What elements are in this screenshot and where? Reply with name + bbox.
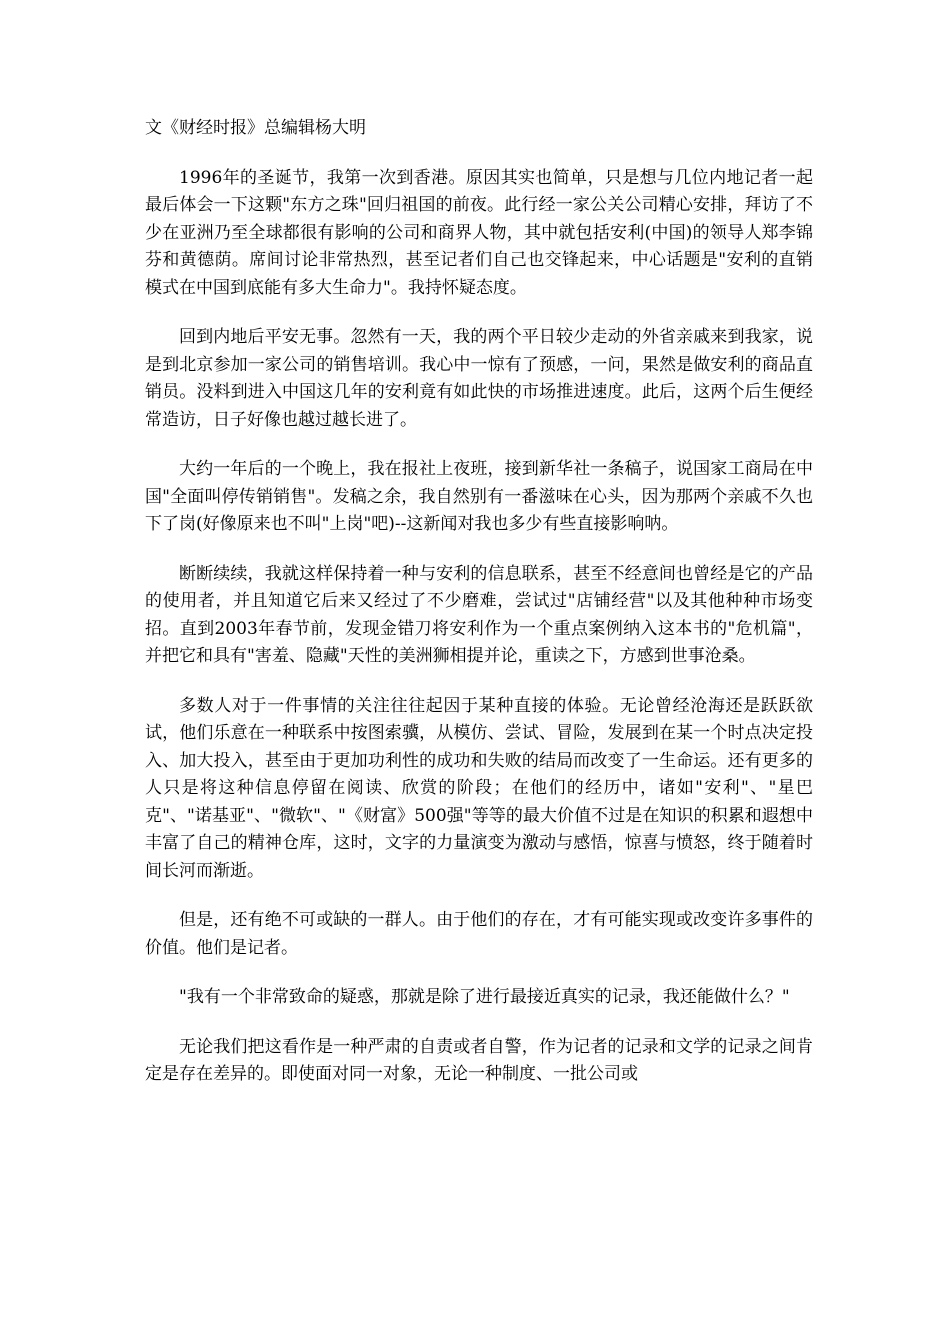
paragraph-6: 但是，还有绝不可或缺的一群人。由于他们的存在，才有可能实现或改变许多事件的价值。他们是记者。 xyxy=(145,910,813,958)
paragraph-3: 大约一年后的一个晚上，我在报社上夜班，接到新华社一条稿子，说国家工商局在中国"全面叫停传销销售"。发稿之余，我自然别有一番滋味在心头，因为那两个亲戚不久也下了岗(好像原来也不叫"上岗"吧)--这新闻对我也多少有些直接影响呐。 xyxy=(145,459,813,534)
author-byline: 文《财经时报》总编辑杨大明 xyxy=(145,118,366,138)
paragraph-7: "我有一个非常致命的疑惑，那就是除了进行最接近真实的记录，我还能做什么？" xyxy=(179,987,790,1007)
paragraph-2: 回到内地后平安无事。忽然有一天，我的两个平日较少走动的外省亲戚来到我家，说是到北京参加一家公司的销售培训。我心中一惊有了预感，一问，果然是做安利的商品直销员。没料到进入中国这几年的安利竟有如此快的市场推进速度。此后，这两个后生便经常造访，日子好像也越过越长进了。 xyxy=(145,327,813,430)
document-page xyxy=(145,115,813,1111)
paragraph-4: 断断续续，我就这样保持着一种与安利的信息联系，甚至不经意间也曾经是它的产品的使用者，并且知道它后来又经过了不少磨难，尝试过"店铺经营"以及其他种种市场变招。直到2003年春节前，发现金错刀将安利作为一个重点案例纳入这本书的"危机篇"，并把它和具有"害羞、隐藏"天性的美洲狮相提并论，重读之下，方感到世事沧桑。 xyxy=(145,563,813,666)
paragraph-5: 多数人对于一件事情的关注往往起因于某种直接的体验。无论曾经沧海还是跃跃欲试，他们乐意在一种联系中按图索骥，从模仿、尝试、冒险，发展到在某一个时点决定投入、加大投入，甚至由于更加功利性的成功和失败的结局而改变了一生命运。还有更多的人只是将这种信息停留在阅读、欣赏的阶段；在他们的经历中，诸如"安利"、"星巴克"、"诺基亚"、"微软"、"《财富》500强"等等的最大价值不过是在知识的积累和遐想中丰富了自己的精神仓库，这时，文字的力量演变为激动与感悟，惊喜与愤怒，终于随着时间长河而渐逝。 xyxy=(145,695,813,881)
paragraph-8: 无论我们把这看作是一种严肃的自责或者自警，作为记者的记录和文学的记录之间肯定是存在差异的。即使面对同一对象，无论一种制度、一批公司或 xyxy=(145,1036,813,1084)
paragraph-1: 1996年的圣诞节，我第一次到香港。原因其实也简单，只是想与几位内地记者一起最后体会一下这颗"东方之珠"回归祖国的前夜。此行经一家公关公司精心安排，拜访了不少在亚洲乃至全球都很有影响的公司和商界人物，其中就包括安利(中国)的领导人郑李锦芬和黄德荫。席间讨论非常热烈，甚至记者们自己也交锋起来，中心话题是"安利的直销模式在中国到底能有多大生命力"。我持怀疑态度。 xyxy=(145,167,813,298)
